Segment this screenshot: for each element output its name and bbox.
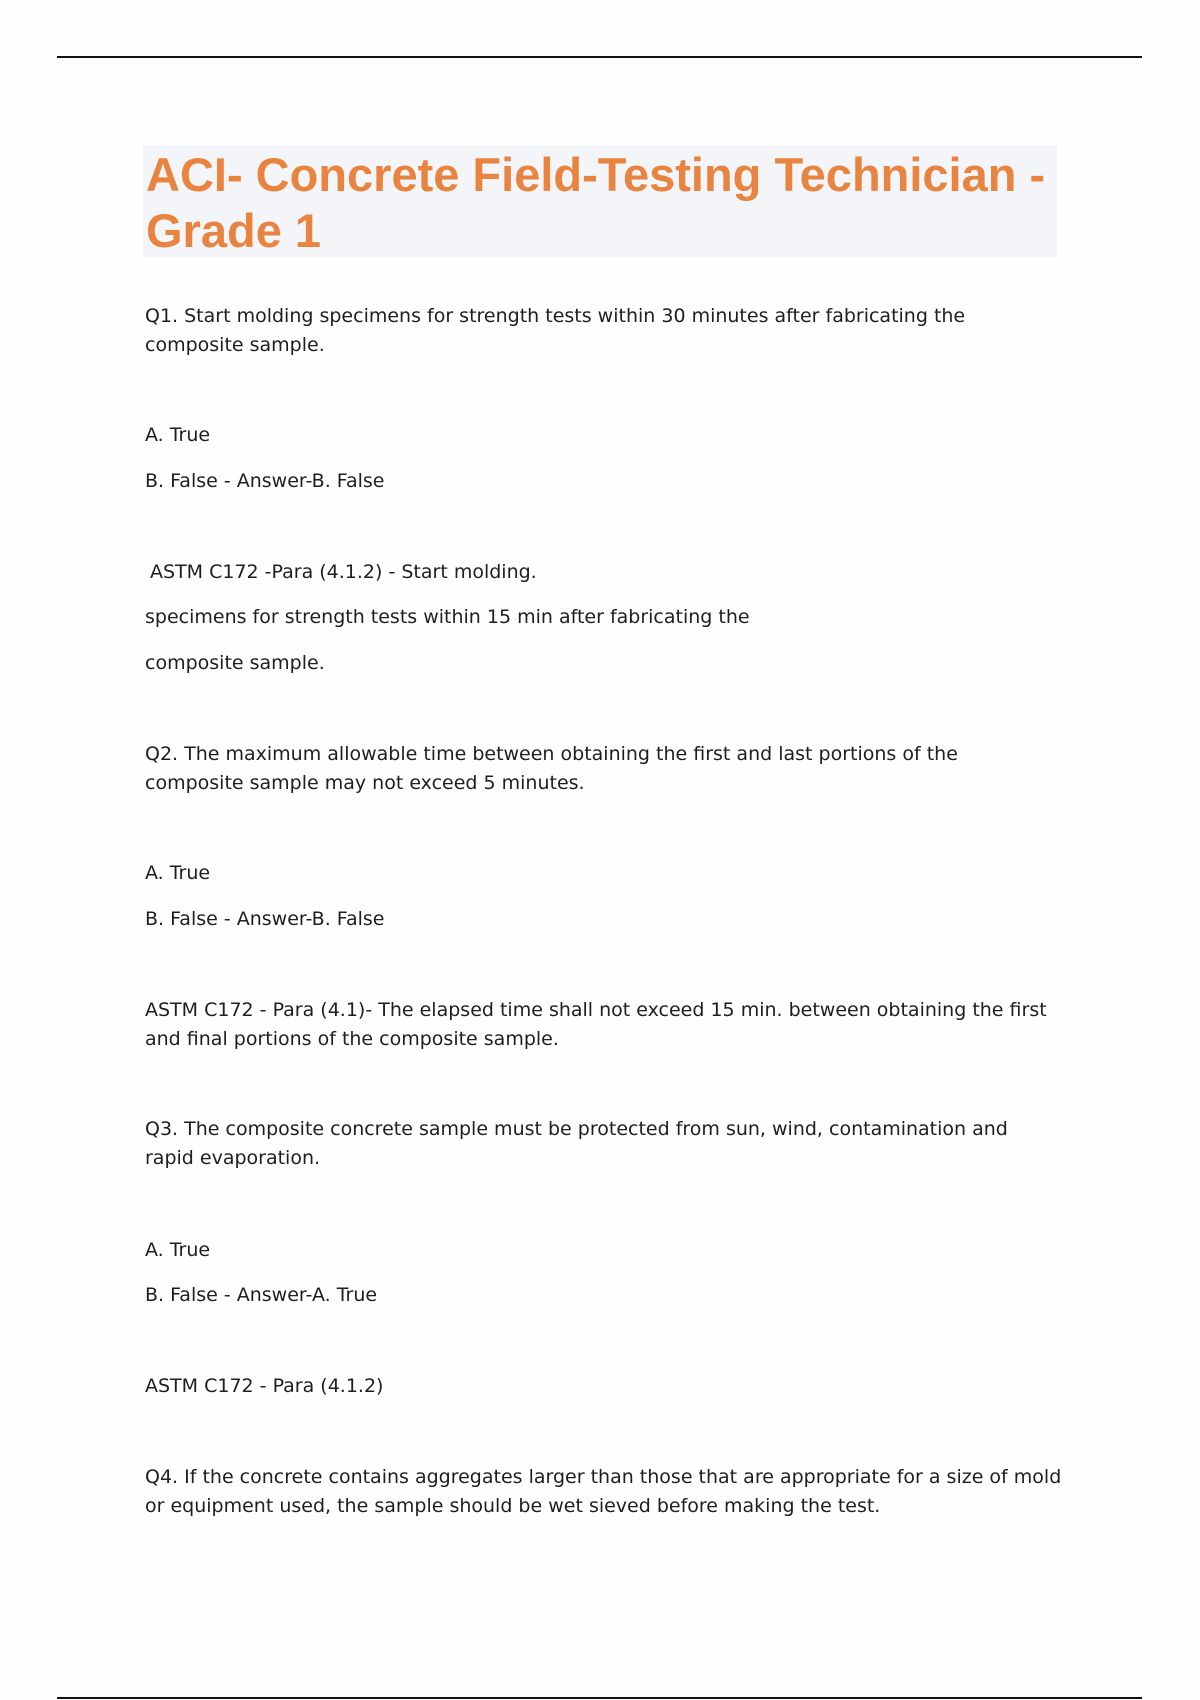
- question-3-answer: B. False - Answer-A. True: [145, 1284, 378, 1306]
- question-2: Q2. The maximum allowable time between obtaining the first and last portions of the composite sample may not exceed 5 minutes.: [145, 743, 958, 794]
- question-1: Q1. Start molding specimens for strength tests within 30 minutes after fabricating the composite sample.: [145, 305, 966, 356]
- question-1-option-a: A. True: [145, 424, 211, 446]
- question-3-explanation: ASTM C172 - Para (4.1.2): [145, 1375, 384, 1397]
- question-2-explanation: ASTM C172 - Para (4.1)- The elapsed time shall not exceed 15 min. between obtaining the first and final portions of the composite sample.: [145, 999, 1047, 1050]
- question-1-explanation-line-3: composite sample.: [145, 652, 325, 674]
- header-rule: [57, 56, 1142, 58]
- question-1-explanation-line-2: specimens for strength tests within 15 min after fabricating the: [145, 606, 750, 628]
- question-1-explanation-line-1: ASTM C172 -Para (4.1.2) - Start molding.: [150, 561, 537, 583]
- document-title: ACI- Concrete Field-Testing Technician - Grade 1: [146, 148, 1046, 257]
- question-3: Q3. The composite concrete sample must be protected from sun, wind, contamination and rapid evaporation.: [145, 1118, 1008, 1169]
- footer-rule: [57, 1697, 1142, 1699]
- question-1-answer: B. False - Answer-B. False: [145, 470, 385, 492]
- question-2-option-a: A. True: [145, 862, 211, 884]
- question-4: Q4. If the concrete contains aggregates larger than those that are appropriate for a size of mold or equipment used, the sample should be wet sieved before making the test.: [145, 1466, 1062, 1517]
- question-3-option-a: A. True: [145, 1239, 211, 1261]
- question-2-answer: B. False - Answer-B. False: [145, 908, 385, 930]
